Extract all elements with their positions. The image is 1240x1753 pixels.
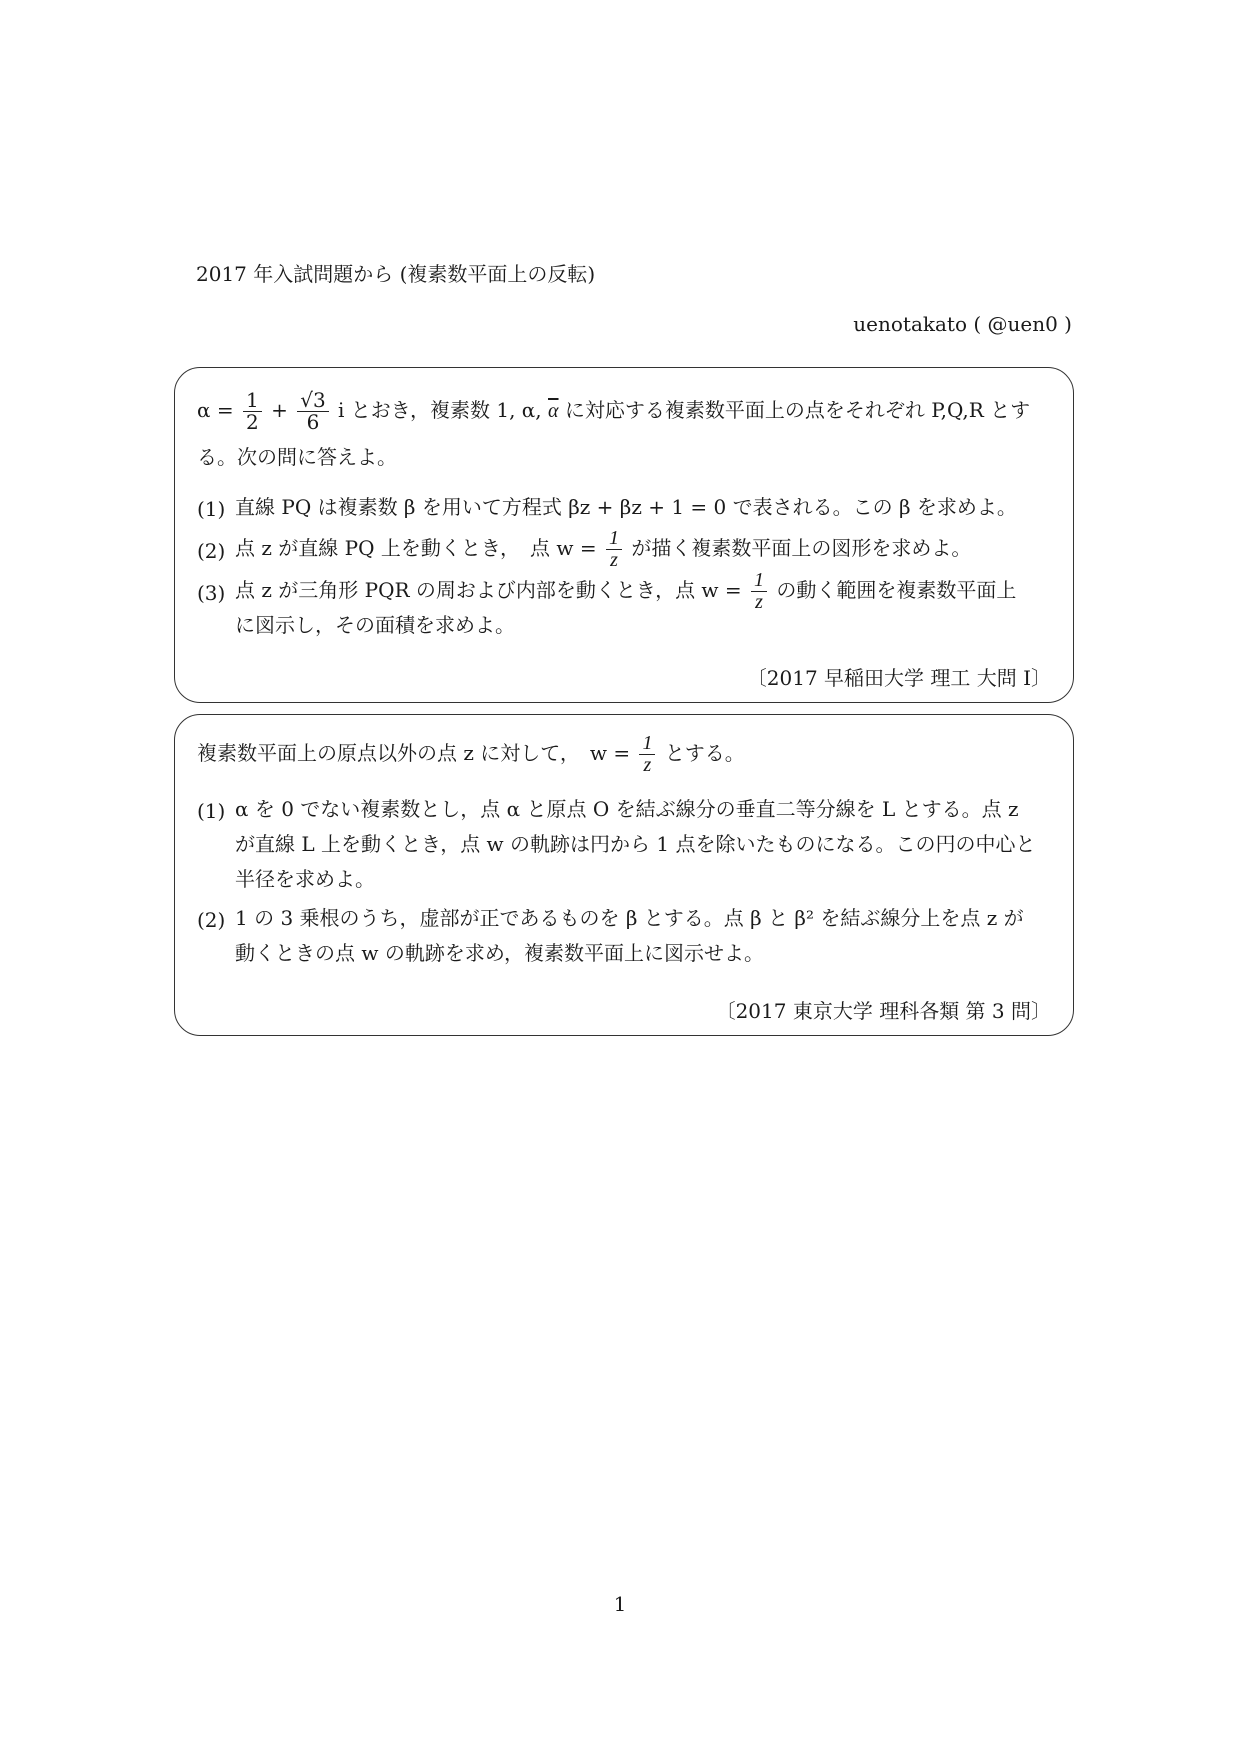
alpha-conjugate: $\overline{\alpha}$ xyxy=(548,400,559,422)
problem2-item1-line1: α を 0 でない複素数とし，点 α と原点 O を結ぶ線分の垂直二等分線を L とする。点 z xyxy=(235,797,1019,821)
problem1-item3 xyxy=(235,570,1016,613)
page-number: 1 xyxy=(613,1592,627,1616)
problem2-intro xyxy=(197,733,745,776)
fraction-numerator: 1 xyxy=(243,390,262,412)
fraction-one-over-z xyxy=(606,528,622,571)
problem2-item2-line1: 1 の 3 乗根のうち，虚部が正であるものを β とする。点 β と β² を結ぶ線分上を点 z が xyxy=(235,906,1024,930)
problem1-item2-label: (2) xyxy=(197,539,226,563)
problem1-intro xyxy=(197,390,1030,433)
fraction-numerator: √3 xyxy=(297,390,328,412)
fraction-one-half xyxy=(243,390,262,433)
item3-text-pre: 点 z が三角形 PQR の周および内部を動くとき，点 w = xyxy=(235,578,742,602)
problem1-intro-line2: る。次の問に答えよ。 xyxy=(197,445,397,469)
fraction-denominator: z xyxy=(610,549,618,571)
problem2-item2-line2: 動くときの点 w の軌跡を求め，複素数平面上に図示せよ。 xyxy=(235,941,765,965)
fraction-denominator: z xyxy=(755,591,763,613)
problem2-item1-line2: が直線 L 上を動くとき，点 w の軌跡は円から 1 点を除いたものになる。この円の中心と xyxy=(235,832,1036,856)
problem1-item3-label: (3) xyxy=(197,581,226,605)
author-line: uenotakato ( @uen0 ) xyxy=(853,312,1072,336)
problem-box-todai xyxy=(174,714,1074,1036)
item3-text-post: の動く範囲を複素数平面上 xyxy=(776,578,1017,602)
fraction-denominator: 2 xyxy=(245,410,259,434)
alpha-definition-lhs: α = xyxy=(197,398,234,422)
intro-text-pre: 複素数平面上の原点以外の点 z に対して， w = xyxy=(197,741,631,765)
problem2-source: 〔2017 東京大学 理科各類 第 3 問〕 xyxy=(715,999,1051,1023)
problem-box-waseda xyxy=(174,367,1074,703)
fraction-one-over-z xyxy=(751,570,767,613)
fraction-numerator: 1 xyxy=(751,570,767,592)
problem2-item2-label: (2) xyxy=(197,908,226,932)
plus-sign: + xyxy=(271,398,288,422)
problem1-source: 〔2017 早稲田大学 理工 大問 I〕 xyxy=(746,666,1051,690)
problem2-item1-line3: 半径を求めよ。 xyxy=(235,867,375,891)
fraction-one-over-z xyxy=(639,733,655,776)
problem1-item3-line2: に図示し，その面積を求めよ。 xyxy=(235,613,515,637)
intro-text-tail: に対応する複素数平面上の点をそれぞれ P,Q,R とす xyxy=(558,398,1031,422)
fraction-denominator: 6 xyxy=(306,410,320,434)
fraction-root3-over-6 xyxy=(297,390,328,433)
item2-text-pre: 点 z が直線 PQ 上を動くとき， 点 w = xyxy=(235,536,597,560)
intro-text-post: とする。 xyxy=(664,741,745,765)
fraction-denominator: z xyxy=(643,754,652,776)
problem2-item1-label: (1) xyxy=(197,799,226,823)
item2-text-post: が描く複素数平面上の図形を求めよ。 xyxy=(631,536,972,560)
fraction-numerator: 1 xyxy=(639,733,655,755)
fraction-numerator: 1 xyxy=(606,528,622,550)
intro-text: i とおき，複素数 1, α, xyxy=(338,398,549,422)
page-title: 2017 年入試問題から (複素数平面上の反転) xyxy=(196,262,596,286)
problem1-item2 xyxy=(235,528,971,571)
problem1-item1-text: 直線 PQ は複素数 β を用いて方程式 βz + βz + 1 = 0 で表される。この β を求めよ。 xyxy=(235,495,1017,519)
problem1-item1-label: (1) xyxy=(197,497,226,521)
